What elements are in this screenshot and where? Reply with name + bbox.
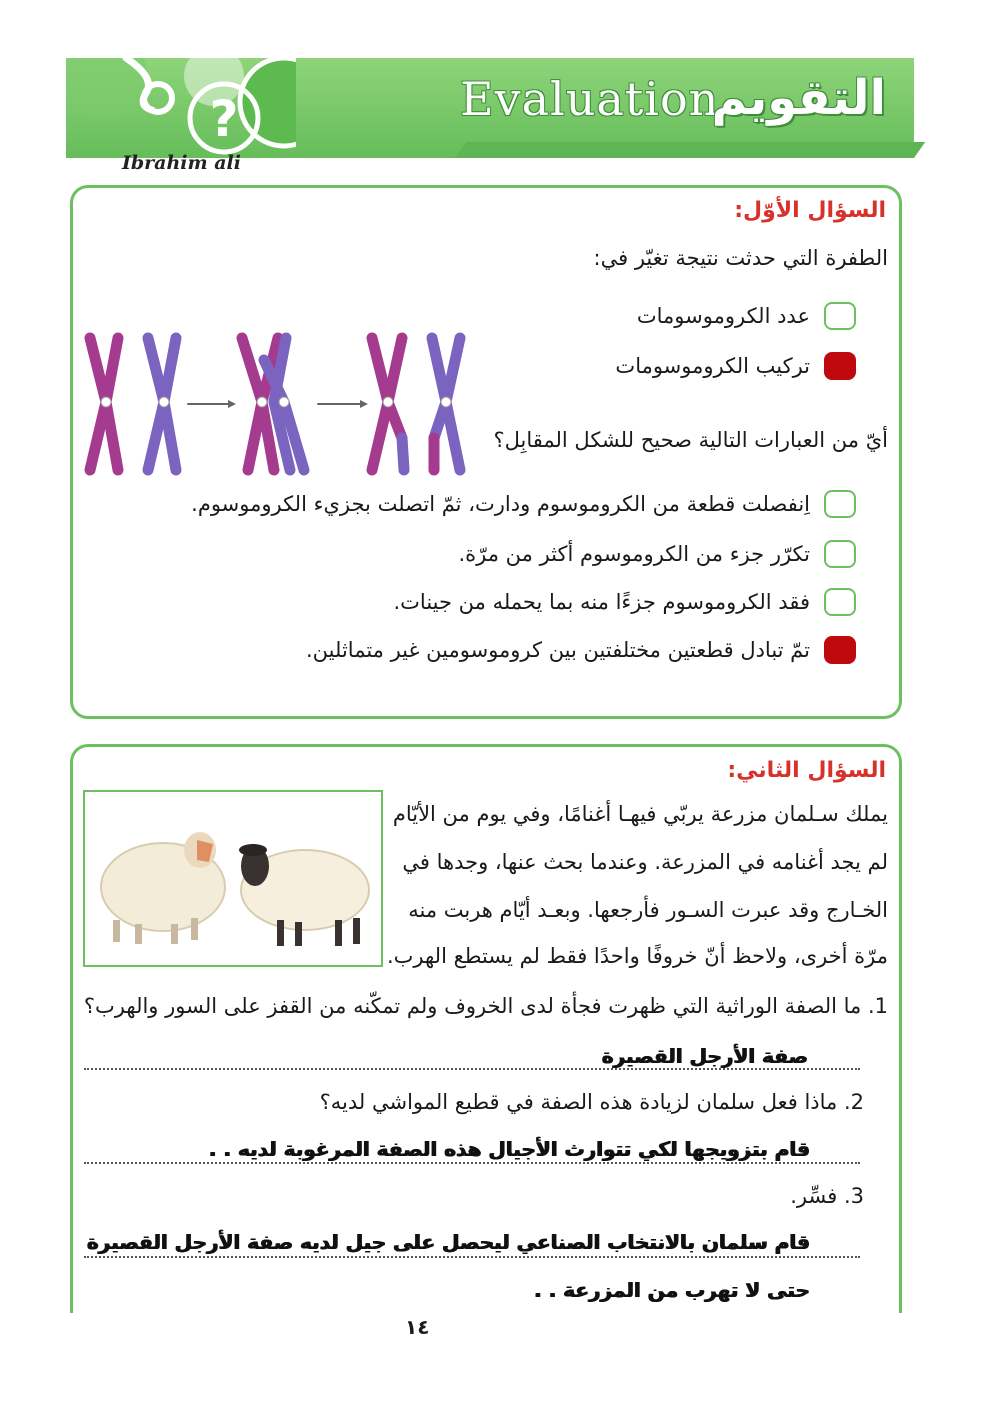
story-line: مرّة أخرى، ولاحظ أنّ خروفًا واحدًا فقط لم يستطع الهرب. <box>386 944 888 968</box>
answer-3-line-1: قام سلمان بالانتخاب الصناعي ليحصل على جيل لديه صفة الأرجل القصيرة <box>86 1230 810 1254</box>
author-name: Ibrahim ali <box>122 152 241 174</box>
option-inversion[interactable] <box>191 490 856 518</box>
option-label: اِنفصلت قطعة من الكروموسوم ودارت، ثمّ اتصلت بجزيء الكروموسوم. <box>191 492 810 516</box>
question-1-title: السؤال الأوّل: <box>734 198 886 223</box>
sub-question-2: 2. ماذا فعل سلمان لزيادة هذه الصفة في قطيع المواشي لديه؟ <box>319 1090 864 1114</box>
answer-line-3[interactable] <box>84 1256 860 1258</box>
answer-2: قام بتزويجها لكي تتوارث الأجيال هذه الصفة المرغوبة لديه . . <box>208 1137 810 1161</box>
checkbox[interactable] <box>824 588 856 616</box>
story-line: يملك سـلمان مزرعة يربّي فيهـا أغنامًا، وفي يوم من الأيّام <box>392 802 888 826</box>
question-mark-icon <box>182 76 266 156</box>
answer-line-1[interactable] <box>84 1068 860 1070</box>
checkbox[interactable] <box>824 302 856 330</box>
option-label: تركيب الكروموسومات <box>615 354 810 378</box>
question-1-prompt: الطفرة التي حدثت نتيجة تغيّر في: <box>593 246 888 270</box>
answer-3-line-2: حتى لا تهرب من المزرعة . . <box>534 1278 810 1302</box>
answer-line-2[interactable] <box>84 1162 860 1164</box>
option-chromosome-structure[interactable] <box>615 352 856 380</box>
sub-question-1: 1. ما الصفة الوراثية التي ظهرت فجأة لدى الخروف ولم تمكّنه من القفز على السور والهرب؟ <box>83 994 888 1018</box>
story-line: لم يجد أغنامه في المزرعة. وعندما بحث عنها، وجدها في <box>402 850 888 874</box>
option-translocation[interactable] <box>306 636 856 664</box>
svg-text:?: ? <box>209 90 239 148</box>
story-line: الخـارج وقد عبرت السـور فأرجعها. وبعـد أيّام هربت منه <box>408 898 888 922</box>
option-label: فقد الكروموسوم جزءًا منه بما يحمله من جينات. <box>393 590 810 614</box>
header-title-english: Evaluation <box>460 72 720 126</box>
checkbox[interactable] <box>824 490 856 518</box>
option-label: تكرّر جزء من الكروموسوم أكثر من مرّة. <box>458 542 810 566</box>
checkbox-checked[interactable] <box>824 636 856 664</box>
option-label: تمّ تبادل قطعتين مختلفتين بين كروموسومين غير متماثلين. <box>306 638 810 662</box>
header-title-arabic: التقويم <box>711 70 886 126</box>
page-number: ١٤ <box>405 1315 430 1339</box>
checkbox-checked[interactable] <box>824 352 856 380</box>
question-1-prompt-2: أيّ من العبارات التالية صحيح للشكل المقابِل؟ <box>493 428 888 452</box>
sheep-illustration-icon <box>85 792 381 965</box>
sub-question-3: 3. فسِّر. <box>790 1184 864 1208</box>
option-label: عدد الكروموسومات <box>636 304 810 328</box>
question-2-title: السؤال الثاني: <box>727 758 886 783</box>
checkbox[interactable] <box>824 540 856 568</box>
sheep-image-frame <box>83 790 383 967</box>
option-deletion[interactable] <box>393 588 856 616</box>
answer-1: صفة الأرجل القصيرة <box>601 1044 808 1068</box>
chromosome-translocation-diagram <box>78 330 473 480</box>
header-strip <box>455 142 925 158</box>
option-chromosome-number[interactable] <box>637 302 856 330</box>
option-duplication[interactable] <box>458 540 856 568</box>
